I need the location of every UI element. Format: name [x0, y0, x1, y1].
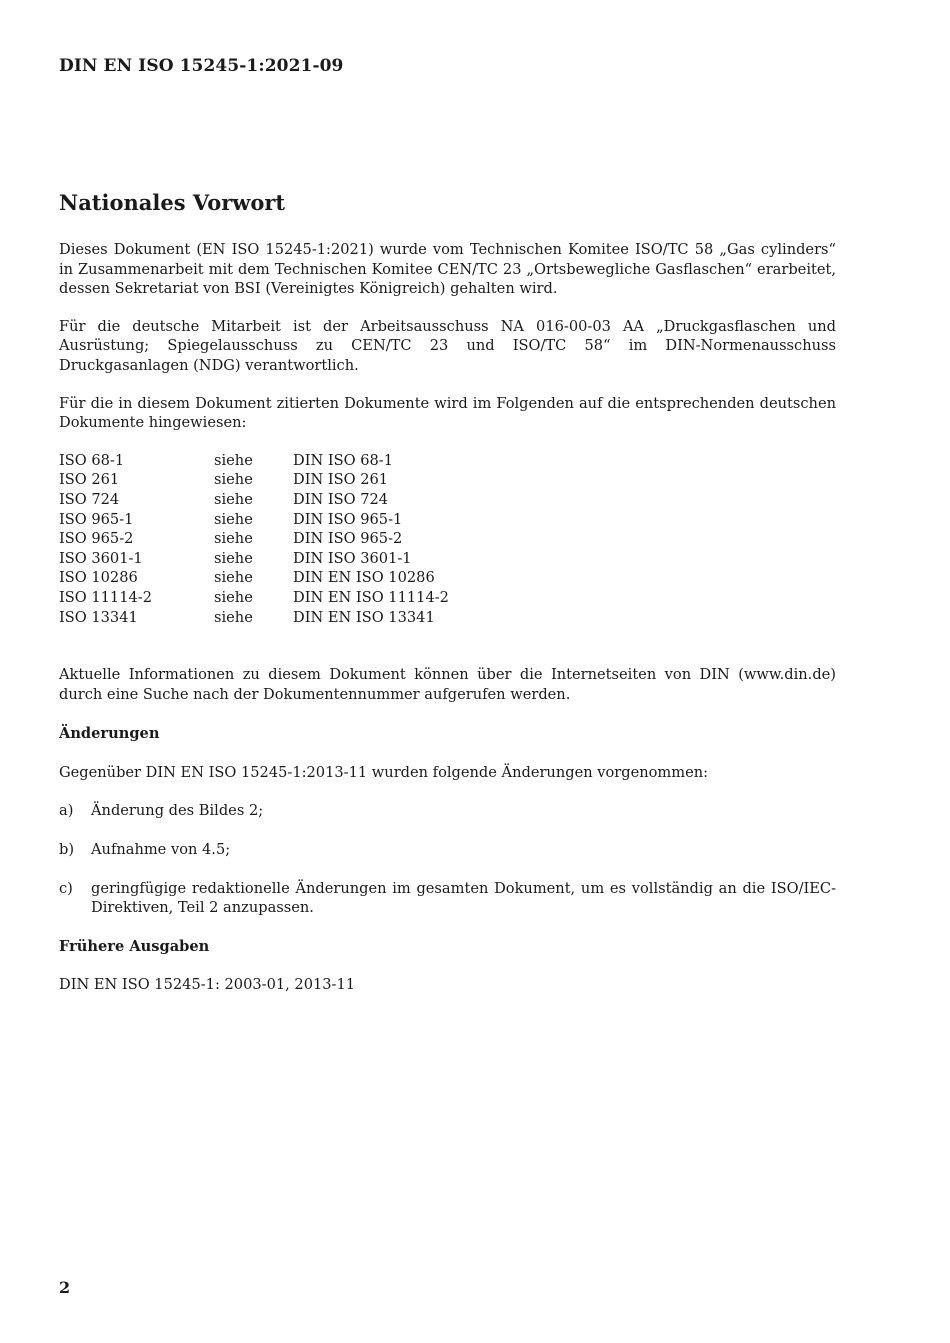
paragraph-online-info: Aktuelle Informationen zu diesem Dokument können über die Internetseiten von DIN (www.din.de) durch eine Suche nach der Dokumentennummer aufgerufen werden. — [59, 666, 836, 703]
list-marker: c) — [59, 879, 73, 897]
reference-din: DIN ISO 3601-1 — [293, 549, 412, 567]
table-row — [59, 529, 449, 549]
reference-word: siehe — [214, 569, 253, 587]
list-marker: a) — [59, 802, 74, 820]
paragraph-references-intro: Für die in diesem Dokument zitierten Dokumente wird im Folgenden auf die entsprechenden deutschen Dokumente hingewiesen: — [59, 394, 836, 432]
table-row — [59, 470, 449, 490]
reference-iso: ISO 965-2 — [59, 530, 134, 548]
table-row — [59, 588, 449, 608]
table-row — [59, 608, 449, 628]
reference-din: DIN EN ISO 10286 — [293, 569, 435, 587]
paragraph-changes-intro: Gegenüber DIN EN ISO 15245-1:2013-11 wurden folgende Änderungen vorgenommen: — [59, 763, 709, 781]
reference-din: DIN ISO 724 — [293, 490, 389, 508]
reference-word: siehe — [214, 549, 253, 567]
list-item-text: Änderung des Bildes 2; — [91, 802, 264, 820]
paragraph-german-participation: Für die deutsche Mitarbeit ist der Arbeitsausschuss NA 016-00-03 AA „Druckgasflaschen und Ausrüstung; Spiegelausschuss zu CEN/TC 23 und ISO/TC 58“ im DIN-Normenausschuss Druckgasanlagen (NDG) verantwortlich. — [59, 317, 836, 374]
table-row — [59, 568, 449, 588]
references-table — [59, 451, 449, 627]
reference-din: DIN ISO 965-2 — [293, 530, 403, 548]
reference-iso: ISO 13341 — [59, 608, 138, 626]
heading-changes: Änderungen — [59, 725, 160, 743]
reference-word: siehe — [214, 490, 253, 508]
reference-din: DIN EN ISO 13341 — [293, 608, 435, 626]
reference-word: siehe — [214, 530, 253, 548]
reference-din: DIN ISO 261 — [293, 471, 389, 489]
heading-previous-editions: Frühere Ausgaben — [59, 937, 210, 955]
paragraph-committee: Dieses Dokument (EN ISO 15245-1:2021) wurde vom Technischen Komitee ISO/TC 58 „Gas cylinders“ in Zusammenarbeit mit dem Technischen Komitee CEN/TC 23 „Ortsbewegliche Gasflaschen“ erarbeitet, dessen Sekretariat von BSI (Vereinigtes Königreich) gehalten wird. — [59, 241, 836, 298]
document-header: DIN EN ISO 15245-1:2021-09 — [59, 56, 344, 76]
list-item — [59, 840, 836, 860]
reference-iso: ISO 724 — [59, 490, 120, 508]
paragraph-previous-editions: DIN EN ISO 15245-1: 2003-01, 2013-11 — [59, 976, 356, 994]
reference-iso: ISO 10286 — [59, 569, 138, 587]
reference-word: siehe — [214, 451, 253, 469]
reference-din: DIN ISO 965-1 — [293, 510, 403, 528]
reference-din: DIN EN ISO 11114-2 — [293, 588, 449, 606]
page-number: 2 — [59, 1278, 71, 1297]
reference-iso: ISO 965-1 — [59, 510, 134, 528]
table-row — [59, 510, 449, 530]
reference-iso: ISO 261 — [59, 471, 120, 489]
reference-iso: ISO 68-1 — [59, 451, 125, 469]
reference-word: siehe — [214, 608, 253, 626]
document-body — [59, 240, 836, 995]
list-item-text: geringfügige redaktionelle Änderungen im gesamten Dokument, um es vollständig an die ISO/IEC-Direktiven, Teil 2 anzupassen. — [91, 879, 836, 917]
reference-word: siehe — [214, 588, 253, 606]
table-row — [59, 490, 449, 510]
changes-list — [59, 801, 836, 917]
table-row — [59, 451, 449, 471]
page-title: Nationales Vorwort — [59, 190, 286, 215]
reference-word: siehe — [214, 471, 253, 489]
table-row — [59, 549, 449, 569]
list-item-text: Aufnahme von 4.5; — [91, 841, 231, 859]
reference-iso: ISO 11114-2 — [59, 588, 153, 606]
list-item — [59, 801, 836, 821]
reference-iso: ISO 3601-1 — [59, 549, 143, 567]
reference-din: DIN ISO 68-1 — [293, 451, 394, 469]
list-marker: b) — [59, 841, 75, 859]
reference-word: siehe — [214, 510, 253, 528]
list-item — [59, 879, 836, 918]
